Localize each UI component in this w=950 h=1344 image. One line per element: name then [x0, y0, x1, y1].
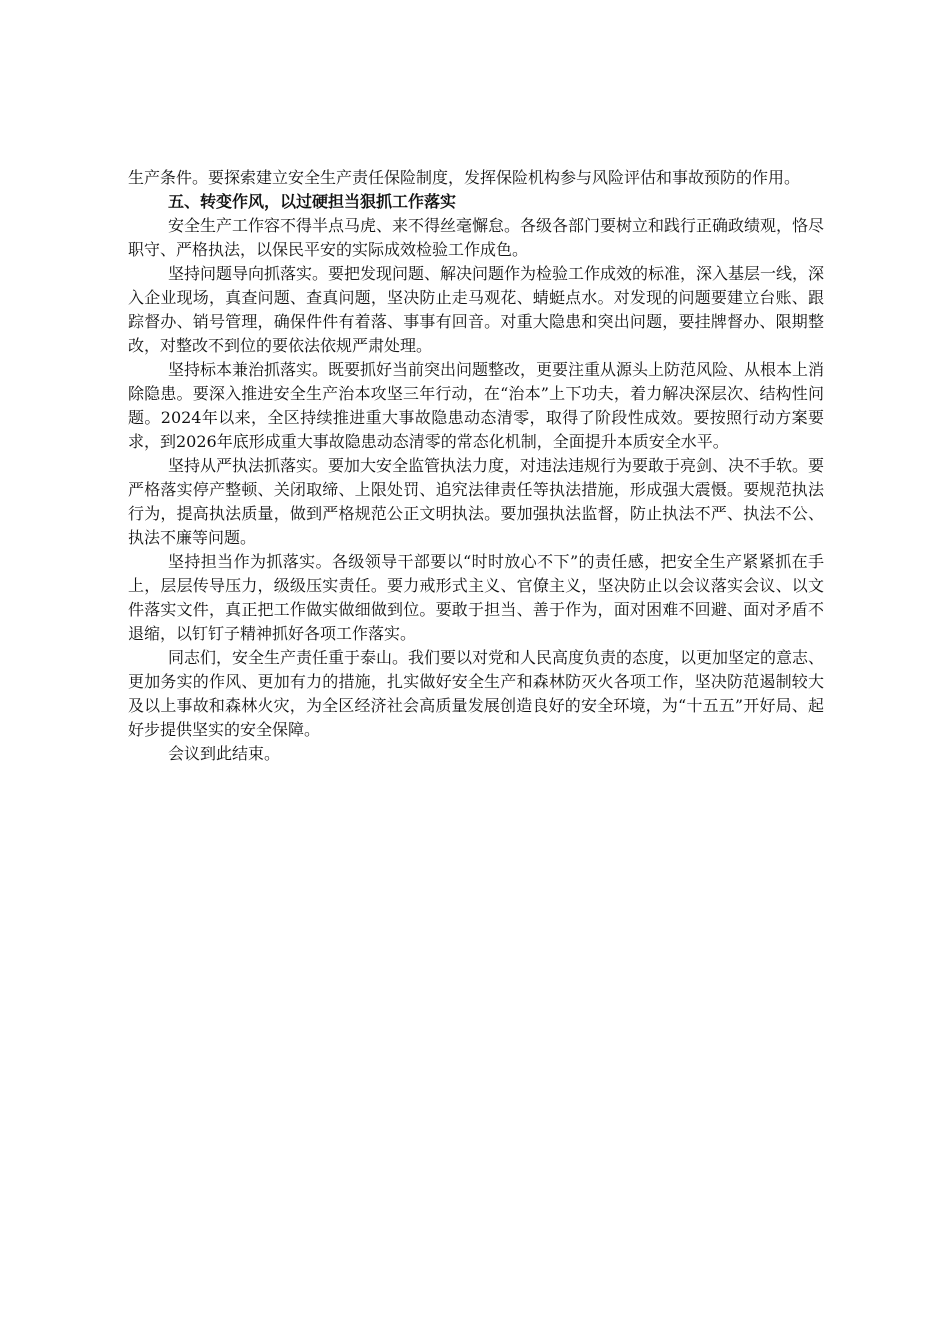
section-heading: 五、转变作风，以过硬担当狠抓工作落实 [168, 192, 457, 211]
paragraph-meeting-end: 会议到此结束。 [168, 744, 281, 763]
document-body [128, 166, 824, 766]
paragraph-continuation: 生产条件。要探索建立安全生产责任保险制度，发挥保险机构参与风险评估和事故预防的作用。 [128, 168, 801, 187]
paragraph-problem-oriented: 坚持问题导向抓落实。要把发现问题、解决问题作为检验工作成效的标准，深入基层一线，深入企业现场，真查问题、查真问题，坚决防止走马观花、蜻蜓点水。对发现的问题要建立台账、跟踪督办、销号管理，确保件件有着落、事事有回音。对重大隐患和突出问题，要挂牌督办、限期整改，对整改不到位的要依法依规严肃处理。 [128, 264, 825, 355]
paragraph-responsibility: 坚持担当作为抓落实。各级领导干部要以“时时放心不下”的责任感，把安全生产紧紧抓在手上，层层传导压力，级级压实责任。要力戒形式主义、官僚主义，坚决防止以会议落实会议、以文件落实文件，真正把工作做实做细做到位。要敢于担当、善于作为，面对困难不回避、面对矛盾不退缩，以钉钉子精神抓好各项工作落实。 [128, 552, 824, 643]
paragraph-root-cause: 坚持标本兼治抓落实。既要抓好当前突出问题整改，更要注重从源头上防范风险、从根本上消除隐患。要深入推进安全生产治本攻坚三年行动，在“治本”上下功夫，着力解决深层次、结构性问题。2024年以来，全区持续推进重大事故隐患动态清零，取得了阶段性成效。要按照行动方案要求，到2026年底形成重大事故隐患动态清零的常态化机制，全面提升本质安全水平。 [128, 360, 825, 451]
paragraph-closing-remarks: 同志们，安全生产责任重于泰山。我们要以对党和人民高度负责的态度，以更加坚定的意志、更加务实的作风、更加有力的措施，扎实做好安全生产和森林防灭火各项工作，坚决防范遏制较大及以上事故和森林火灾，为全区经济社会高质量发展创造良好的安全环境，为“十五五”开好局、起好步提供坚实的安全保障。 [128, 648, 825, 739]
paragraph-strict-enforcement: 坚持从严执法抓落实。要加大安全监管执法力度，对违法违规行为要敢于亮剑、决不手软。要严格落实停产整顿、关闭取缔、上限处罚、追究法律责任等执法措施，形成强大震慑。要规范执法行为，提高执法质量，做到严格规范公正文明执法。要加强执法监督，防止执法不严、执法不公、执法不廉等问题。 [128, 456, 825, 547]
paragraph-intro: 安全生产工作容不得半点马虎、来不得丝毫懈怠。各级各部门要树立和践行正确政绩观，恪尽职守、严格执法，以保民平安的实际成效检验工作成色。 [128, 216, 825, 259]
